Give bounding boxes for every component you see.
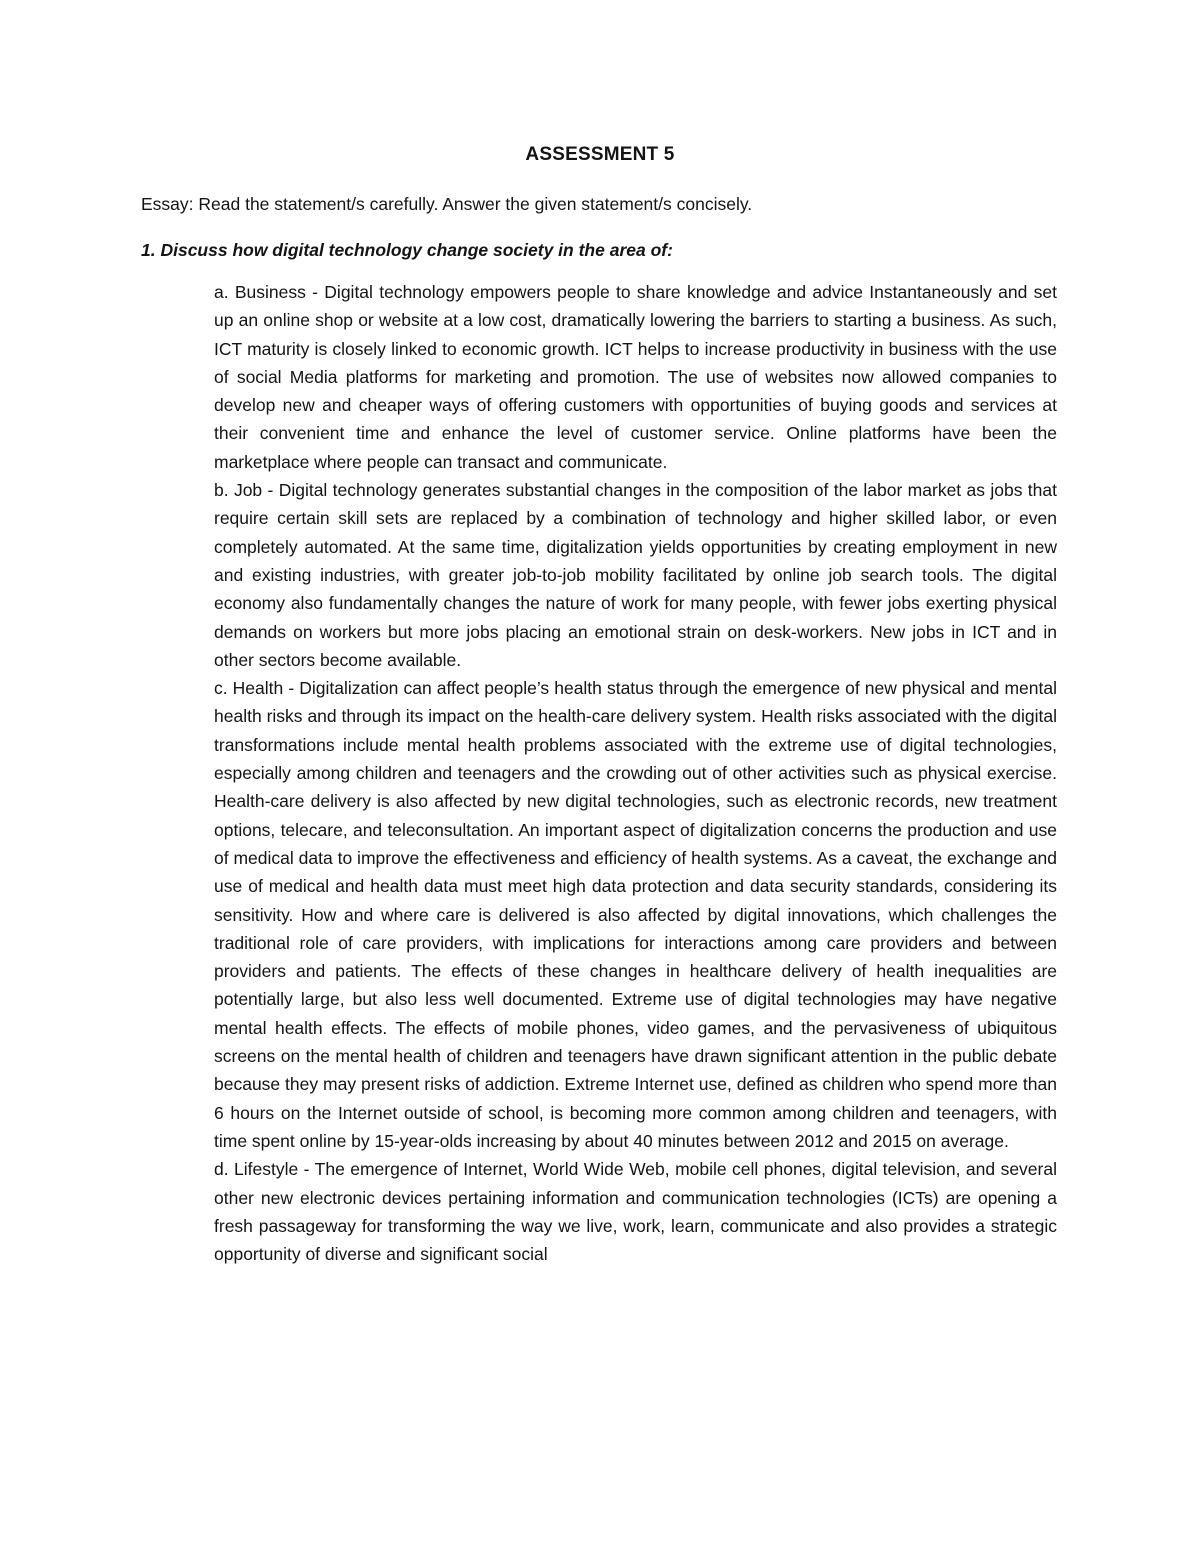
answers-section: [214, 278, 1057, 1268]
answer-lifestyle: d. Lifestyle - The emergence of Internet, World Wide Web, mobile cell phones, digital television, and several other new electronic devices pertaining information and communication technologies (ICTs) are opening a fresh passageway for transforming the way we live, work, learn, communicate and also provides a strategic opportunity of diverse and significant social: [214, 1159, 1057, 1265]
answer-business: a. Business - Digital technology empowers people to share knowledge and advice Instantaneously and set up an online shop or website at a low cost, dramatically lowering the barriers to starting a business. As such, ICT maturity is closely linked to economic growth. ICT helps to increase productivity in business with the use of social Media platforms for marketing and promotion. The use of websites now allowed companies to develop new and cheaper ways of offering customers with opportunities of buying goods and services at their convenient time and enhance the level of customer service. Online platforms have been the marketplace where people can transact and communicate.: [214, 282, 1057, 472]
question-heading: 1. Discuss how digital technology change society in the area of:: [141, 240, 673, 260]
answer-health: c. Health - Digitalization can affect people’s health status through the emergence of new physical and mental health risks and through its impact on the health-care delivery system. Health risks associated with the digital transformations include mental health problems associated with the extreme use of digital technologies, especially among children and teenagers and the crowding out of other activities such as physical exercise. Health-care delivery is also affected by new digital technologies, such as electronic records, new treatment options, telecare, and teleconsultation. An important aspect of digitalization concerns the production and use of medical data to improve the effectiveness and efficiency of health systems. As a caveat, the exchange and use of medical and health data must meet high data protection and data security standards, considering its sensitivity. How and where care is delivered is also affected by digital innovations, which challenges the traditional role of care providers, with implications for interactions among care providers and between providers and patients. The effects of these changes in healthcare delivery of health inequalities are potentially large, but also less well documented. Extreme use of digital technologies may have negative mental health effects. The effects of mobile phones, video games, and the pervasiveness of ubiquitous screens on the mental health of children and teenagers have drawn significant attention in the public debate because they may present risks of addiction. Extreme Internet use, defined as children who spend more than 6 hours on the Internet outside of school, is becoming more common among children and teenagers, with time spent online by 15-year-olds increasing by about 40 minutes between 2012 and 2015 on average.: [214, 678, 1057, 1151]
answer-job: b. Job - Digital technology generates substantial changes in the composition of the labor market as jobs that require certain skill sets are replaced by a combination of technology and higher skilled labor, or even completely automated. At the same time, digitalization yields opportunities by creating employment in new and existing industries, with greater job-to-job mobility facilitated by online job search tools. The digital economy also fundamentally changes the nature of work for many people, with fewer jobs exerting physical demands on workers but more jobs placing an emotional strain on desk-workers. New jobs in ICT and in other sectors become available.: [214, 480, 1057, 670]
page-title: ASSESSMENT 5: [525, 144, 675, 165]
instructions-text: Essay: Read the statement/s carefully. Answer the given statement/s concisely.: [141, 194, 753, 214]
